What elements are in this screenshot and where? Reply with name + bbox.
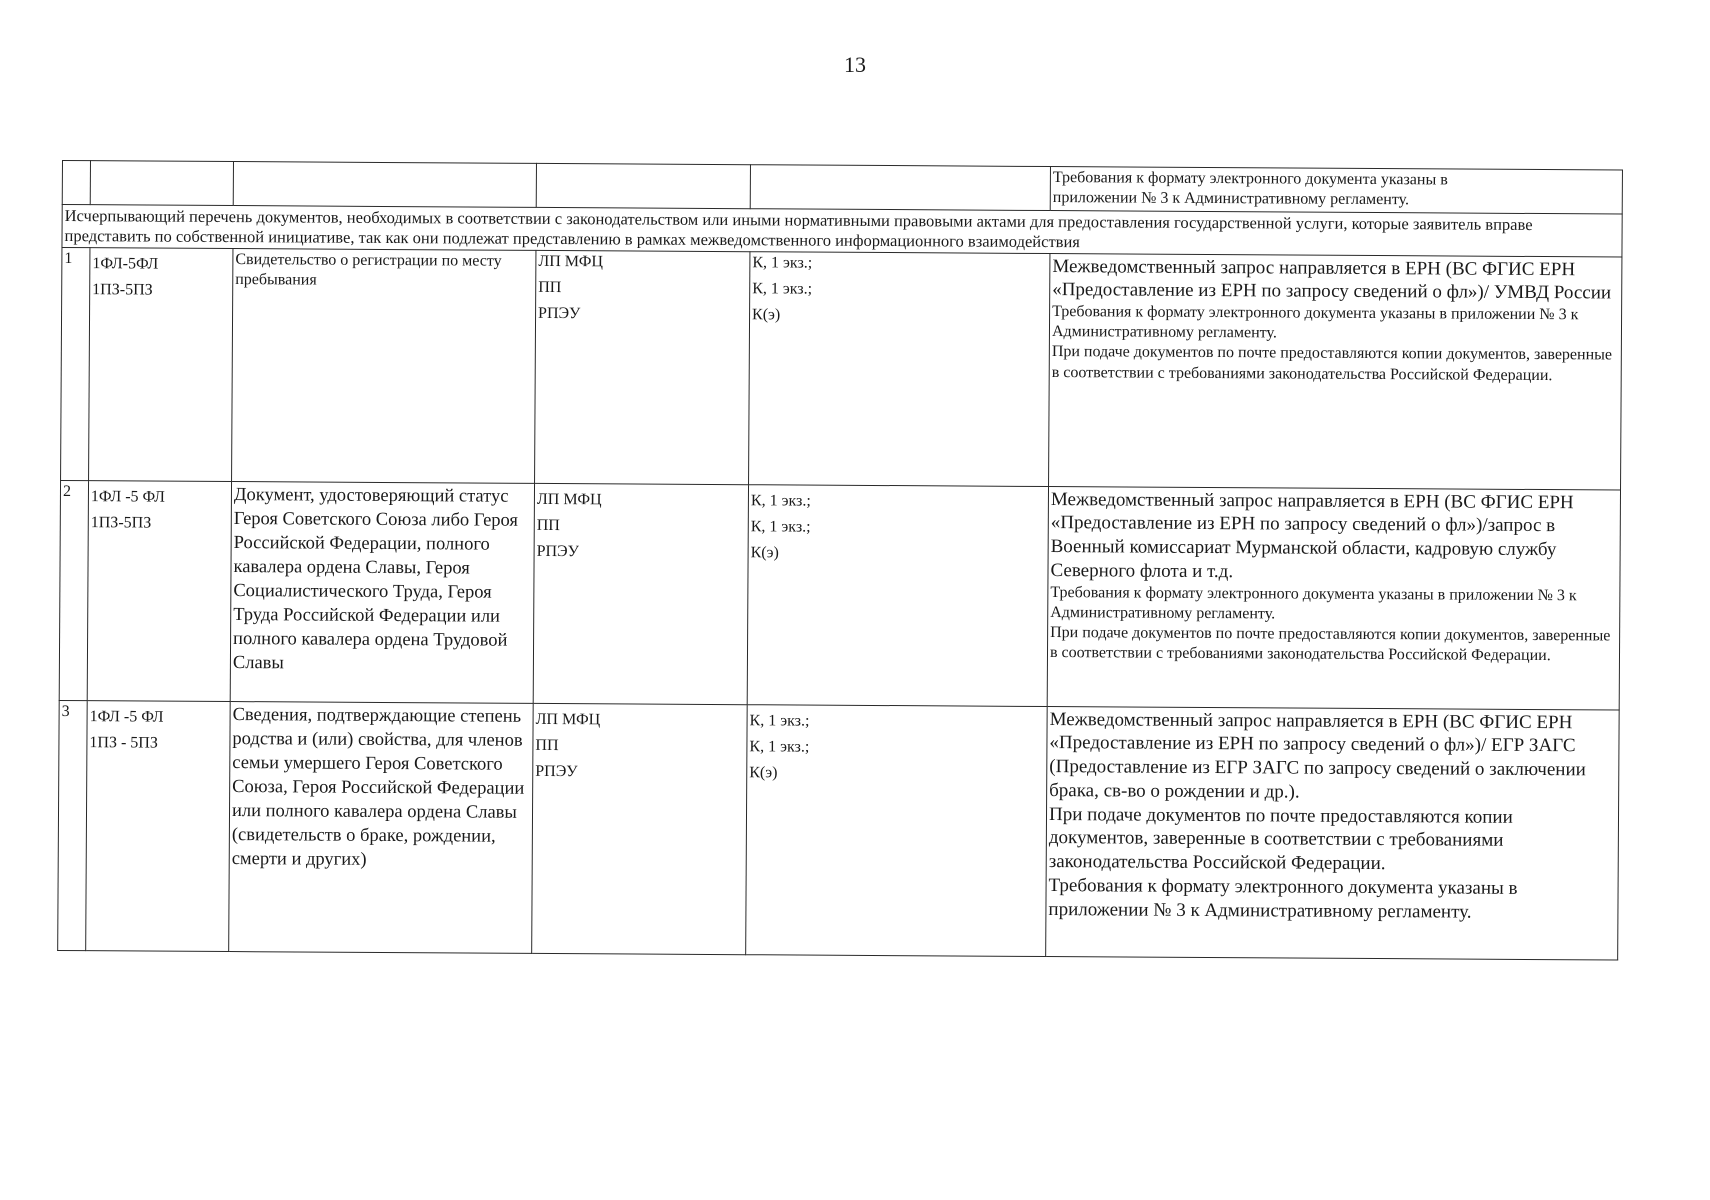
page-number: 13 (844, 52, 866, 77)
note: При подаче документов по почте предоставляются копии документов, заверенные в соответствии с требованиями законодательства Российской Федерации. (1051, 343, 1613, 384)
cell-forms (750, 165, 1050, 211)
form: К, 1 экз.; (749, 737, 810, 756)
cell-num: 3 (58, 700, 88, 950)
cell-forms (747, 484, 1048, 706)
note: Межведомственный запрос направляется в ЕРН (ВС ФГИС ЕРН «Предоставление из ЕРН по запросу сведений о фл»)/ УМВД России (1052, 255, 1612, 304)
form: К(э) (752, 306, 781, 324)
note: Межведомственный запрос направляется в ЕРН (ВС ФГИС ЕРН «Предоставление из ЕРН по запросу сведений о фл»)/ ЕГР ЗАГС (Предоставление из ЕГР ЗАГС по запросу сведений о заключении брака, св-во о рождении и др.). (1049, 708, 1586, 803)
cell-num (62, 161, 90, 205)
documents-table (57, 160, 1623, 960)
cell-document (233, 162, 536, 208)
cell-channels (533, 483, 748, 704)
note-line: Требования к формату электронного документа указаны в (1052, 169, 1448, 189)
cell-codes (89, 247, 233, 481)
code: 1ФЛ -5 ФЛ (90, 487, 165, 506)
table-row (59, 480, 1620, 710)
form: К(э) (749, 764, 778, 782)
cell-notes (1050, 167, 1622, 214)
note: При подаче документов по почте предоставляются копии документов, заверенные в соответствии с требованиями законодательства Российской Федерации. (1049, 623, 1611, 665)
channel: РПЭУ (536, 542, 580, 561)
channel: ПП (538, 278, 562, 296)
cell-forms (746, 704, 1048, 956)
channel: ПП (535, 736, 559, 754)
code: 1ПЗ-5ПЗ (90, 513, 152, 532)
form: К, 1 экз.; (750, 491, 811, 510)
code: 1ПЗ-5ПЗ (92, 280, 153, 299)
cell-notes (1049, 253, 1622, 489)
channel: ЛП МФЦ (536, 490, 602, 508)
cell-codes (90, 161, 233, 206)
table-row (61, 247, 1622, 490)
cell-forms (749, 251, 1050, 486)
channel: РПЭУ (538, 304, 581, 323)
form: К, 1 экз.; (752, 253, 813, 272)
channel: ЛП МФЦ (538, 252, 604, 270)
cell-channels (536, 163, 750, 208)
cell-document: Сведения, подтверждающие степень родства и (или) свойства, для членов семьи умершего Героя Советского Союза, Героя Российской Федерации или полного кавалера ордена Славы (свидетельств о браке, рождении, смерти и других) (229, 701, 534, 953)
table-row (58, 700, 1619, 960)
cell-num: 1 (61, 247, 90, 480)
cell-num: 2 (59, 480, 88, 700)
note-line: приложении № 3 к Административному регламенту. (1052, 189, 1410, 209)
note: Требования к формату электронного документа указаны в приложении № 3 к Административному регламенту. (1050, 583, 1577, 623)
note: Требования к формату электронного документа указаны в приложении № 3 к Административному регламенту. (1048, 874, 1518, 923)
cell-codes (86, 700, 231, 951)
cell-channels (535, 250, 750, 484)
code: 1ФЛ-5ФЛ (92, 254, 159, 273)
form: К, 1 экз.; (750, 517, 811, 536)
note: Требования к формату электронного документа указаны в приложении № 3 к Административному регламенту. (1051, 303, 1579, 342)
cell-document: Свидетельство о регистрации по месту пребывания (232, 248, 536, 483)
code: 1ПЗ - 5ПЗ (89, 733, 158, 752)
note: Межведомственный запрос направляется в ЕРН (ВС ФГИС ЕРН «Предоставление из ЕРН по запросу сведений о фл»)/запрос в Военный комиссариат Мурманской области, кадровую службу Северного флота и т.д. (1050, 488, 1574, 583)
cell-notes (1046, 706, 1620, 959)
note: При подаче документов по почте предоставляются копии документов, заверенные в соответствии с требованиями законодательства Российской Федерации. (1048, 803, 1513, 875)
form: К, 1 экз.; (752, 279, 813, 298)
form: К, 1 экз.; (749, 711, 810, 730)
cell-channels (532, 703, 748, 954)
channel: РПЭУ (535, 762, 578, 781)
cell-notes (1047, 486, 1620, 709)
cell-document: Документ, удостоверяющий статус Героя Советского Союза либо Героя Российской Федерации, полного кавалера ордена Славы, Героя Социалистического Труда, Героя Труда Российской Федерации или полного кавалера ордена Трудовой Славы (230, 481, 534, 703)
cell-codes (87, 480, 231, 701)
channel: ЛП МФЦ (535, 710, 601, 728)
form: К(э) (750, 544, 779, 562)
code: 1ФЛ -5 ФЛ (89, 707, 164, 726)
channel: ПП (536, 516, 560, 534)
section-heading: Исчерпывающий перечень документов, необходимых в соответствии с законодательством или иными нормативными правовыми актами для предоставления государственной услуги, которые заявитель вправе представить по собственной инициативе, так как они подлежат представлению в рамках межведомственного информационного взаимодействия (62, 205, 1622, 257)
